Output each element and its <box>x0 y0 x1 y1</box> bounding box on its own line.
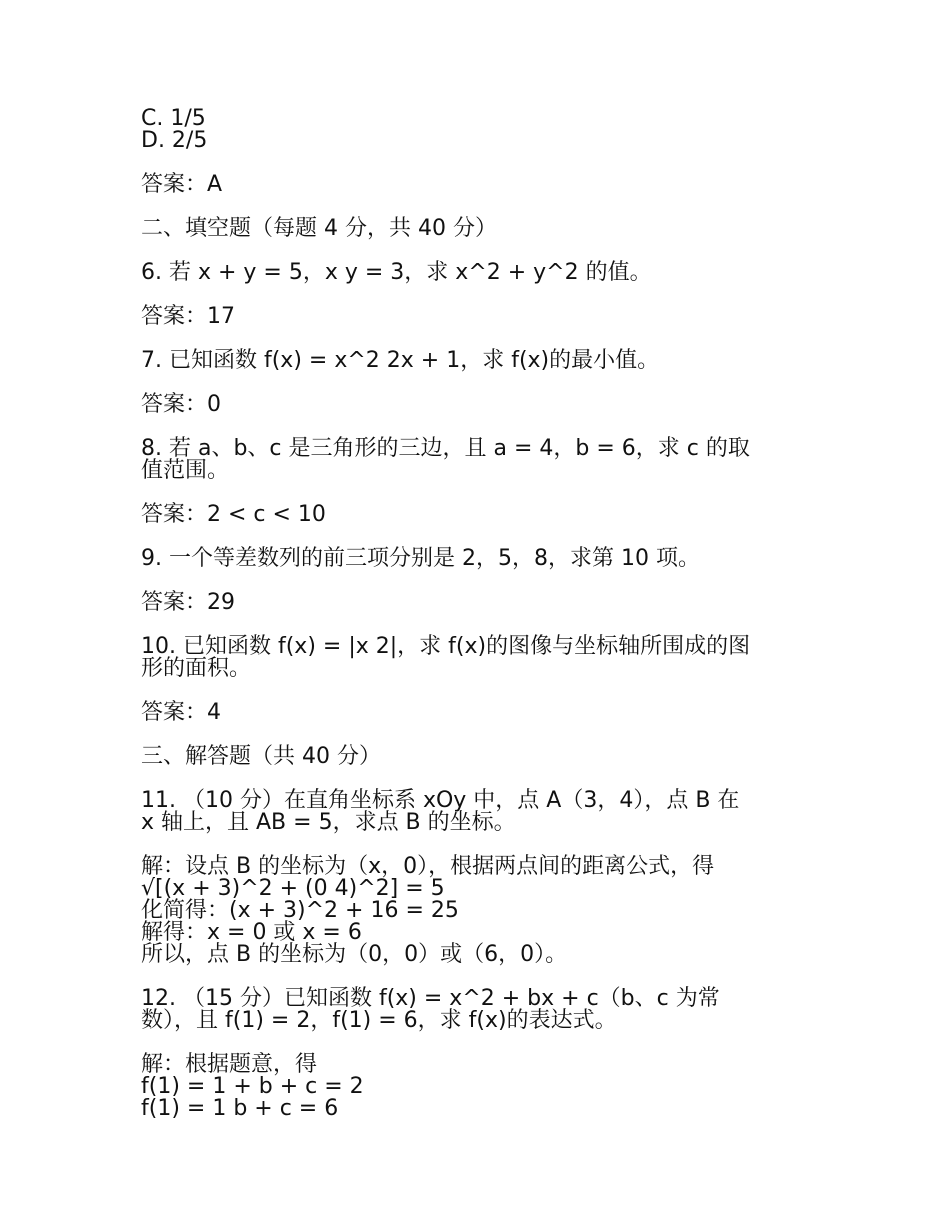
line-gap <box>141 614 821 636</box>
line-gap <box>141 1032 821 1054</box>
line-gap <box>141 152 821 174</box>
text-line: 答案：0 <box>141 392 221 417</box>
text-line: 6. 若 x + y = 5，x y = 3，求 x^2 + y^2 的值。 <box>141 260 652 285</box>
line-gap <box>141 240 821 262</box>
document-page <box>141 108 821 1120</box>
text-line: D. 2/5 <box>141 128 208 153</box>
text-line: 二、填空题（每题 4 分，共 40 分） <box>141 216 497 241</box>
text-line: x 轴上，且 AB = 5，求点 B 的坐标。 <box>141 810 516 835</box>
line-gap <box>141 416 821 438</box>
line-gap <box>141 724 821 746</box>
line-gap <box>141 966 821 988</box>
text-line: f(1) = 1 + b + c = 2 <box>141 1074 364 1099</box>
line-gap <box>141 834 821 856</box>
text-line: 三、解答题（共 40 分） <box>141 744 381 769</box>
text-line: 11. （10 分）在直角坐标系 xOy 中，点 A（3，4），点 B 在 <box>141 788 740 813</box>
text-line: 值范围。 <box>141 458 230 483</box>
text-line: √[(x + 3)^2 + (0 4)^2] = 5 <box>141 876 445 901</box>
line-gap <box>141 680 821 702</box>
line-gap <box>141 284 821 306</box>
line-gap <box>141 526 821 548</box>
text-line: f(1) = 1 b + c = 6 <box>141 1096 339 1121</box>
text-line: 答案：A <box>141 172 223 197</box>
line-gap <box>141 570 821 592</box>
line-gap <box>141 196 821 218</box>
text-line: 9. 一个等差数列的前三项分别是 2，5，8，求第 10 项。 <box>141 546 700 571</box>
text-line: 所以，点 B 的坐标为（0，0）或（6，0）。 <box>141 942 568 967</box>
line-gap <box>141 768 821 790</box>
text-line: 解：根据题意，得 <box>141 1052 318 1077</box>
text-line: 数），且 f(1) = 2，f(1) = 6，求 f(x)的表达式。 <box>141 1008 617 1033</box>
line-gap <box>141 372 821 394</box>
text-line: 答案：29 <box>141 590 235 615</box>
text-line: 7. 已知函数 f(x) = x^2 2x + 1，求 f(x)的最小值。 <box>141 348 660 373</box>
text-line: 形的面积。 <box>141 656 252 681</box>
text-line: 答案：4 <box>141 700 221 725</box>
text-line: 化简得：(x + 3)^2 + 16 = 25 <box>141 898 459 923</box>
text-line: 解：设点 B 的坐标为（x，0），根据两点间的距离公式，得 <box>141 854 715 879</box>
text-line: 答案：17 <box>141 304 235 329</box>
line-gap <box>141 482 821 504</box>
line-gap <box>141 328 821 350</box>
text-line: 答案：2 < c < 10 <box>141 502 326 527</box>
text-line: 8. 若 a、b、c 是三角形的三边，且 a = 4，b = 6，求 c 的取 <box>141 436 750 461</box>
text-line: C. 1/5 <box>141 106 206 131</box>
text-line: 10. 已知函数 f(x) = |x 2|，求 f(x)的图像与坐标轴所围成的图 <box>141 634 751 659</box>
text-line: 解得：x = 0 或 x = 6 <box>141 920 362 945</box>
text-line: 12. （15 分）已知函数 f(x) = x^2 + bx + c（b、c 为常 <box>141 986 720 1011</box>
